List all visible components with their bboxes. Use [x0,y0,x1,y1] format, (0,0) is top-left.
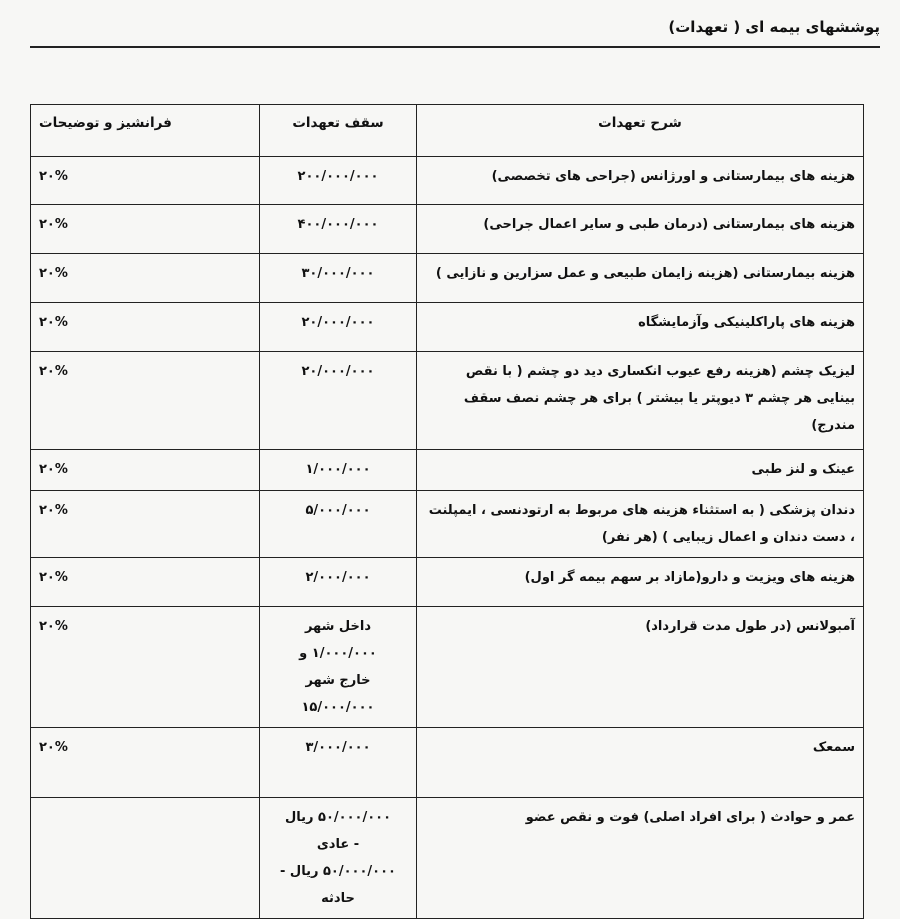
row-cap [260,254,417,303]
cap-line: ۴۰۰/۰۰۰/۰۰۰ [297,217,379,232]
cap-line: ۱/۰۰۰/۰۰۰ و [299,646,377,661]
row-cap [260,607,417,728]
row-cap [260,157,417,205]
row-description: دندان پزشکی ( به استثناء هزینه های مربوط به ارتودنسی ، ایمپلنت ، دست دندان و اعمال زیبایی ) (هر نفر) [417,491,864,558]
row-franchise: ۲۰% [31,303,260,352]
row-description: هزینه های پاراکلینیکی وآزمایشگاه [417,303,864,352]
row-cap [260,798,417,919]
row-description: عینک و لنز طبی [417,450,864,491]
table-row [31,728,864,798]
table-row [31,450,864,491]
cap-line: ۵/۰۰۰/۰۰۰ [305,503,371,518]
cap-line: ۵۰/۰۰۰/۰۰۰ ریال [284,810,392,825]
column-header-description: شرح تعهدات [417,105,864,157]
row-franchise [31,798,260,919]
cap-line: خارج شهر [305,673,371,688]
cap-line: داخل شهر [304,619,372,634]
row-franchise: ۲۰% [31,607,260,728]
cap-line: ۲۰/۰۰۰/۰۰۰ [301,315,375,330]
row-franchise: ۲۰% [31,450,260,491]
column-header-franchise: فرانشیز و توضیحات [31,105,260,157]
row-franchise: ۲۰% [31,254,260,303]
row-cap [260,303,417,352]
cap-line: حادثه [321,891,355,906]
row-cap [260,558,417,607]
row-description: عمر و حوادث ( برای افراد اصلی) فوت و نقص عضو [417,798,864,919]
row-franchise: ۲۰% [31,157,260,205]
row-description: هزینه های بیمارستانی (درمان طبی و سایر اعمال جراحی) [417,205,864,254]
cap-line: ۲۰/۰۰۰/۰۰۰ [301,364,375,379]
coverage-table [30,104,864,919]
table-row [31,558,864,607]
table-row [31,491,864,558]
cap-line: ۲۰۰/۰۰۰/۰۰۰ [297,169,379,184]
cap-line: ۳/۰۰۰/۰۰۰ [305,740,371,755]
column-header-cap: سقف تعهدات [260,105,417,157]
row-franchise: ۲۰% [31,352,260,450]
row-franchise: ۲۰% [31,728,260,798]
row-cap [260,491,417,558]
table-body [31,157,864,919]
cap-line: ۲/۰۰۰/۰۰۰ [305,570,371,585]
cap-line: - عادی [316,837,360,852]
page-title: پوششهای بیمه ای ( تعهدات) [668,18,880,36]
table-header-row [31,105,864,157]
cap-line: ۱۵/۰۰۰/۰۰۰ [301,700,375,715]
table-row [31,303,864,352]
cap-line: ۵۰/۰۰۰/۰۰۰ ریال - [280,864,396,879]
row-description: آمبولانس (در طول مدت قرارداد) [417,607,864,728]
row-cap [260,352,417,450]
row-description: لیزیک چشم (هزینه رفع عیوب انکساری دید دو چشم ( با نقص بینایی هر چشم ۳ دیوپتر یا بیشتر ) برای هر چشم نصف سقف مندرج) [417,352,864,450]
page-header [30,14,880,48]
row-cap [260,205,417,254]
cap-line: ۳۰/۰۰۰/۰۰۰ [301,266,375,281]
row-franchise: ۲۰% [31,205,260,254]
row-franchise: ۲۰% [31,491,260,558]
cap-line: ۱/۰۰۰/۰۰۰ [305,462,371,477]
row-description: هزینه های بیمارستانی و اورژانس (جراحی های تخصصی) [417,157,864,205]
row-description: هزینه های ویزیت و دارو(مازاد بر سهم بیمه گر اول) [417,558,864,607]
table-row [31,254,864,303]
row-cap [260,728,417,798]
row-franchise: ۲۰% [31,558,260,607]
table-row [31,798,864,919]
table-row [31,352,864,450]
row-description: هزینه بیمارستانی (هزینه زایمان طبیعی و عمل سزارین و نازایی ) [417,254,864,303]
table-row [31,205,864,254]
row-cap [260,450,417,491]
table-row [31,607,864,728]
table-row [31,157,864,205]
row-description: سمعک [417,728,864,798]
